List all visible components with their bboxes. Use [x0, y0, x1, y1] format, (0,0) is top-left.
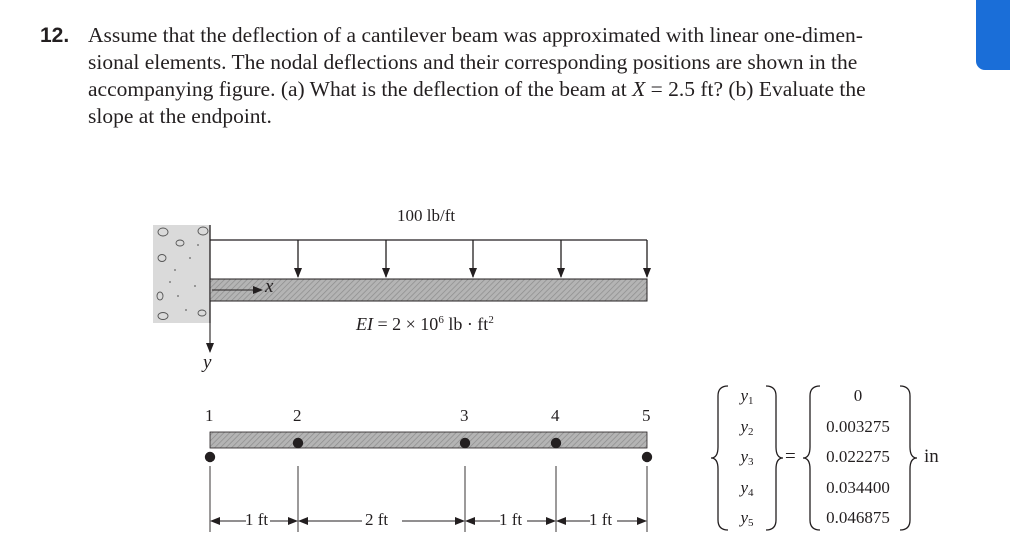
node-label-4: 4 — [551, 406, 560, 425]
deflection-symbol-column — [723, 381, 771, 534]
problem-line-4: slope at the endpoint. — [88, 104, 272, 128]
dimension-lines — [210, 466, 647, 532]
problem-line-2: sional elements. The nodal deflections and their corresponding positions are shown in the — [88, 50, 858, 74]
node-label-3: 3 — [460, 406, 469, 425]
stiffness-label: EI = $2 \times 10^6$ lb · $ft^2$ — [356, 314, 494, 334]
y-entry: $y_2$ — [740, 416, 754, 438]
element-beam — [210, 432, 647, 448]
distributed-load — [210, 240, 647, 277]
value-entry: 0.034400 — [826, 477, 890, 497]
node-dot — [205, 452, 215, 462]
problem-line-3: accompanying figure. (a) What is the deflection of the beam at X = 2.5 ft? (b) Evaluate the — [88, 77, 866, 101]
node-dot — [551, 438, 561, 448]
value-entry: 0 — [853, 386, 863, 405]
y-axis-label: y — [203, 352, 212, 373]
node-label-2: 2 — [293, 406, 302, 425]
equals-sign: = — [785, 446, 796, 467]
spacing-label-3: 1 ft — [499, 510, 523, 529]
problem-line-1: Assume that the deflection of a cantilever beam was approximated with linear one-dimen- — [88, 23, 863, 47]
value-entry: 0.022275 — [826, 447, 890, 466]
y-entry: $y_4$ — [740, 477, 754, 499]
y-entry: $y_1$ — [740, 386, 754, 407]
unit-label: in — [924, 446, 939, 467]
node-dot — [642, 452, 652, 462]
spacing-label-2: 2 ft — [365, 510, 389, 529]
y-entry: $y_3$ — [740, 447, 754, 468]
var-x: X — [632, 77, 646, 101]
node-label-1: 1 — [205, 406, 214, 425]
fixed-wall — [153, 225, 210, 323]
node-dot — [293, 438, 303, 448]
y-entry: $y_5$ — [740, 508, 754, 529]
loaded-beam — [210, 279, 647, 301]
spacing-label-4: 1 ft — [589, 510, 613, 529]
x-axis-label: x — [265, 276, 274, 297]
problem-number: 12. — [40, 24, 70, 47]
load-label: 100 lb/ft — [397, 206, 456, 225]
spacing-label-1: 1 ft — [245, 510, 269, 529]
value-entry: 0.003275 — [826, 416, 890, 436]
node-dot — [460, 438, 470, 448]
node-label-5: 5 — [642, 406, 651, 425]
deflection-values-column — [812, 381, 904, 534]
value-entry: 0.046875 — [826, 508, 890, 527]
